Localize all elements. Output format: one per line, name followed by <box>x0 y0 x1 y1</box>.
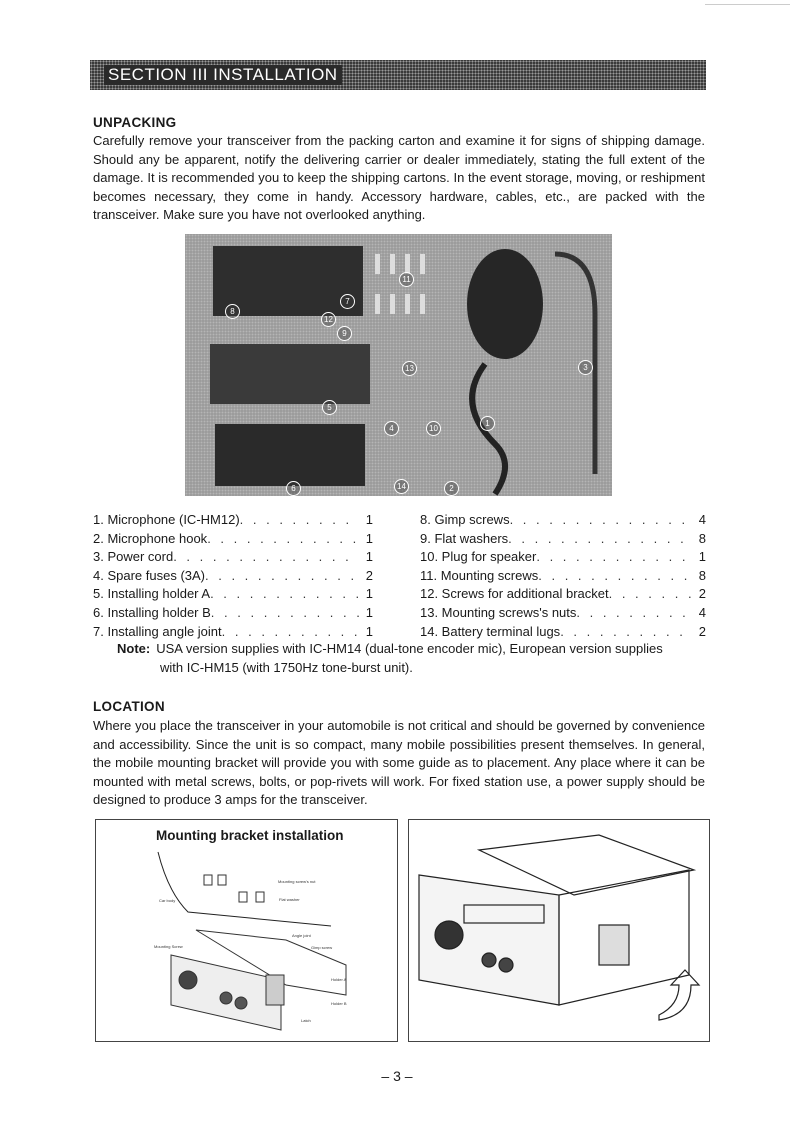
callout-6: 6 <box>286 481 301 496</box>
list-item <box>93 623 373 642</box>
leader-dots <box>510 511 692 530</box>
callout-7: 7 <box>340 294 355 309</box>
callout-5: 5 <box>322 400 337 415</box>
callout-10: 10 <box>426 421 441 436</box>
figure-title: Mounting bracket installation <box>156 828 344 843</box>
label-car-body: Car body <box>159 898 176 903</box>
item-label: 12. Screws for additional bracket <box>420 586 609 602</box>
item-label: 11. Mounting screws <box>420 567 539 583</box>
item-label: 8. Gimp screws <box>420 512 510 527</box>
leader-dots <box>609 585 692 604</box>
item-label: 1. Microphone (IC-HM12) <box>93 512 240 527</box>
callout-13: 13 <box>402 361 417 376</box>
item-qty: 1 <box>365 549 373 565</box>
item-qty: 1 <box>365 512 373 527</box>
location-paragraph: Where you place the transceiver in your automobile is not critical and should be governed by convenience and accessibility. Since the unit is so compact, many mobile possibilities present themselves. In general, the mobile mounting bracket will provide you with some guide as to placement. Any place where it can be mounted with metal screws, bolts, or pop-rivets will work. For fixed station use, a power supply should be designed to produce 3 amps for the transceiver. <box>93 718 705 808</box>
list-item <box>93 548 373 567</box>
unpacking-heading: UNPACKING <box>93 115 177 130</box>
list-item <box>93 511 373 530</box>
holder-a-shape <box>210 344 370 404</box>
item-qty: 8 <box>698 530 706 546</box>
accessory-list-left <box>93 511 373 641</box>
list-item <box>93 530 373 549</box>
accessories-photo <box>185 234 612 496</box>
list-item <box>420 548 706 567</box>
section-title: SECTION III INSTALLATION <box>104 65 342 85</box>
list-item <box>420 604 706 623</box>
item-label: 6. Installing holder B <box>93 604 211 620</box>
item-qty: 2 <box>365 567 373 583</box>
leader-dots <box>211 604 359 623</box>
callout-2: 2 <box>444 481 459 496</box>
item-qty: 1 <box>365 586 373 602</box>
callout-12: 12 <box>321 312 336 327</box>
list-item <box>93 585 373 604</box>
leader-dots <box>576 604 692 623</box>
item-label: 4. Spare fuses (3A) <box>93 567 205 583</box>
item-label: 14. Battery terminal lugs <box>420 623 561 639</box>
leader-dots <box>173 548 359 567</box>
transceiver-mounted-figure <box>408 819 710 1042</box>
unpacking-paragraph: Carefully remove your transceiver from the packing carton and examine it for signs of shipping damage. Should any be apparent, notify the delivering carrier or dealer immediately, stating the full extent of the damage. It is recommended you to keep the shipping cartons. In the event storage, moving, or reshipment becomes necessary, they come in handy. Accessory hardware, cables, etc., are packed with the transceiver. Make sure you have not overlooked anything. <box>93 133 705 223</box>
item-qty: 1 <box>698 549 706 565</box>
callout-3: 3 <box>578 360 593 375</box>
callout-1: 1 <box>480 416 495 431</box>
accessory-list-right <box>420 511 706 641</box>
page-edge-line <box>705 4 790 5</box>
list-item <box>420 530 706 549</box>
item-label: 10. Plug for speaker <box>420 549 537 565</box>
item-qty: 8 <box>698 567 706 583</box>
leader-dots <box>210 585 359 604</box>
callout-11: 11 <box>399 272 414 287</box>
location-heading: LOCATION <box>93 699 165 714</box>
label-holder-a: Holder A <box>331 977 347 982</box>
leader-dots <box>560 623 692 642</box>
list-item <box>93 604 373 623</box>
leader-dots <box>205 567 359 586</box>
label-gimp-screw: Gimp screw <box>311 945 333 950</box>
list-item <box>420 567 706 586</box>
note-label: Note: <box>117 641 151 656</box>
transceiver-illustration <box>409 820 709 1041</box>
callout-9: 9 <box>337 326 352 341</box>
item-label: 5. Installing holder A <box>93 586 211 602</box>
item-label: 3. Power cord <box>93 549 174 565</box>
mounting-bracket-figure <box>95 819 398 1042</box>
item-qty: 4 <box>698 604 706 620</box>
note-line-1: USA version supplies with IC-HM14 (dual-tone encoder mic), European version supplies <box>156 641 663 656</box>
item-label: 7. Installing angle joint <box>93 623 222 639</box>
item-qty: 4 <box>698 512 706 527</box>
label-angle-joint: Angle joint <box>292 933 311 938</box>
leader-dots <box>207 530 359 549</box>
leader-dots <box>536 548 692 567</box>
page-number: – 3 – <box>381 1068 413 1084</box>
item-qty: 1 <box>365 530 373 546</box>
label-nut: Mounting screw's nut <box>278 879 316 884</box>
item-label: 9. Flat washers <box>420 530 509 546</box>
label-holder-b: Holder B <box>331 1001 347 1006</box>
section-header <box>90 60 706 90</box>
item-qty: 1 <box>365 604 373 620</box>
label-latch: Latch <box>301 1018 311 1023</box>
microphone-shape <box>467 249 543 359</box>
callout-4: 4 <box>384 421 399 436</box>
list-item <box>420 585 706 604</box>
leader-dots <box>508 530 692 549</box>
item-label: 13. Mounting screws's nuts <box>420 604 577 620</box>
bracket-diagram <box>96 820 397 1041</box>
holder-b-shape <box>215 424 365 486</box>
item-label: 2. Microphone hook <box>93 530 208 546</box>
label-washer: Flat washer <box>279 897 300 902</box>
item-qty: 1 <box>365 623 373 639</box>
callout-14: 14 <box>394 479 409 494</box>
item-qty: 2 <box>698 586 706 602</box>
list-item <box>420 511 706 530</box>
label-mounting-screw: Mounting Screw <box>154 944 183 949</box>
accessories-photo-art <box>185 234 612 496</box>
leader-dots <box>538 567 692 586</box>
list-item <box>420 623 706 642</box>
leader-dots <box>240 511 359 530</box>
note <box>117 640 705 677</box>
callout-8: 8 <box>225 304 240 319</box>
item-qty: 2 <box>698 623 706 639</box>
list-item <box>93 567 373 586</box>
leader-dots <box>222 623 359 642</box>
note-line-2: with IC-HM15 (with 1750Hz tone-burst unit). <box>160 659 413 675</box>
